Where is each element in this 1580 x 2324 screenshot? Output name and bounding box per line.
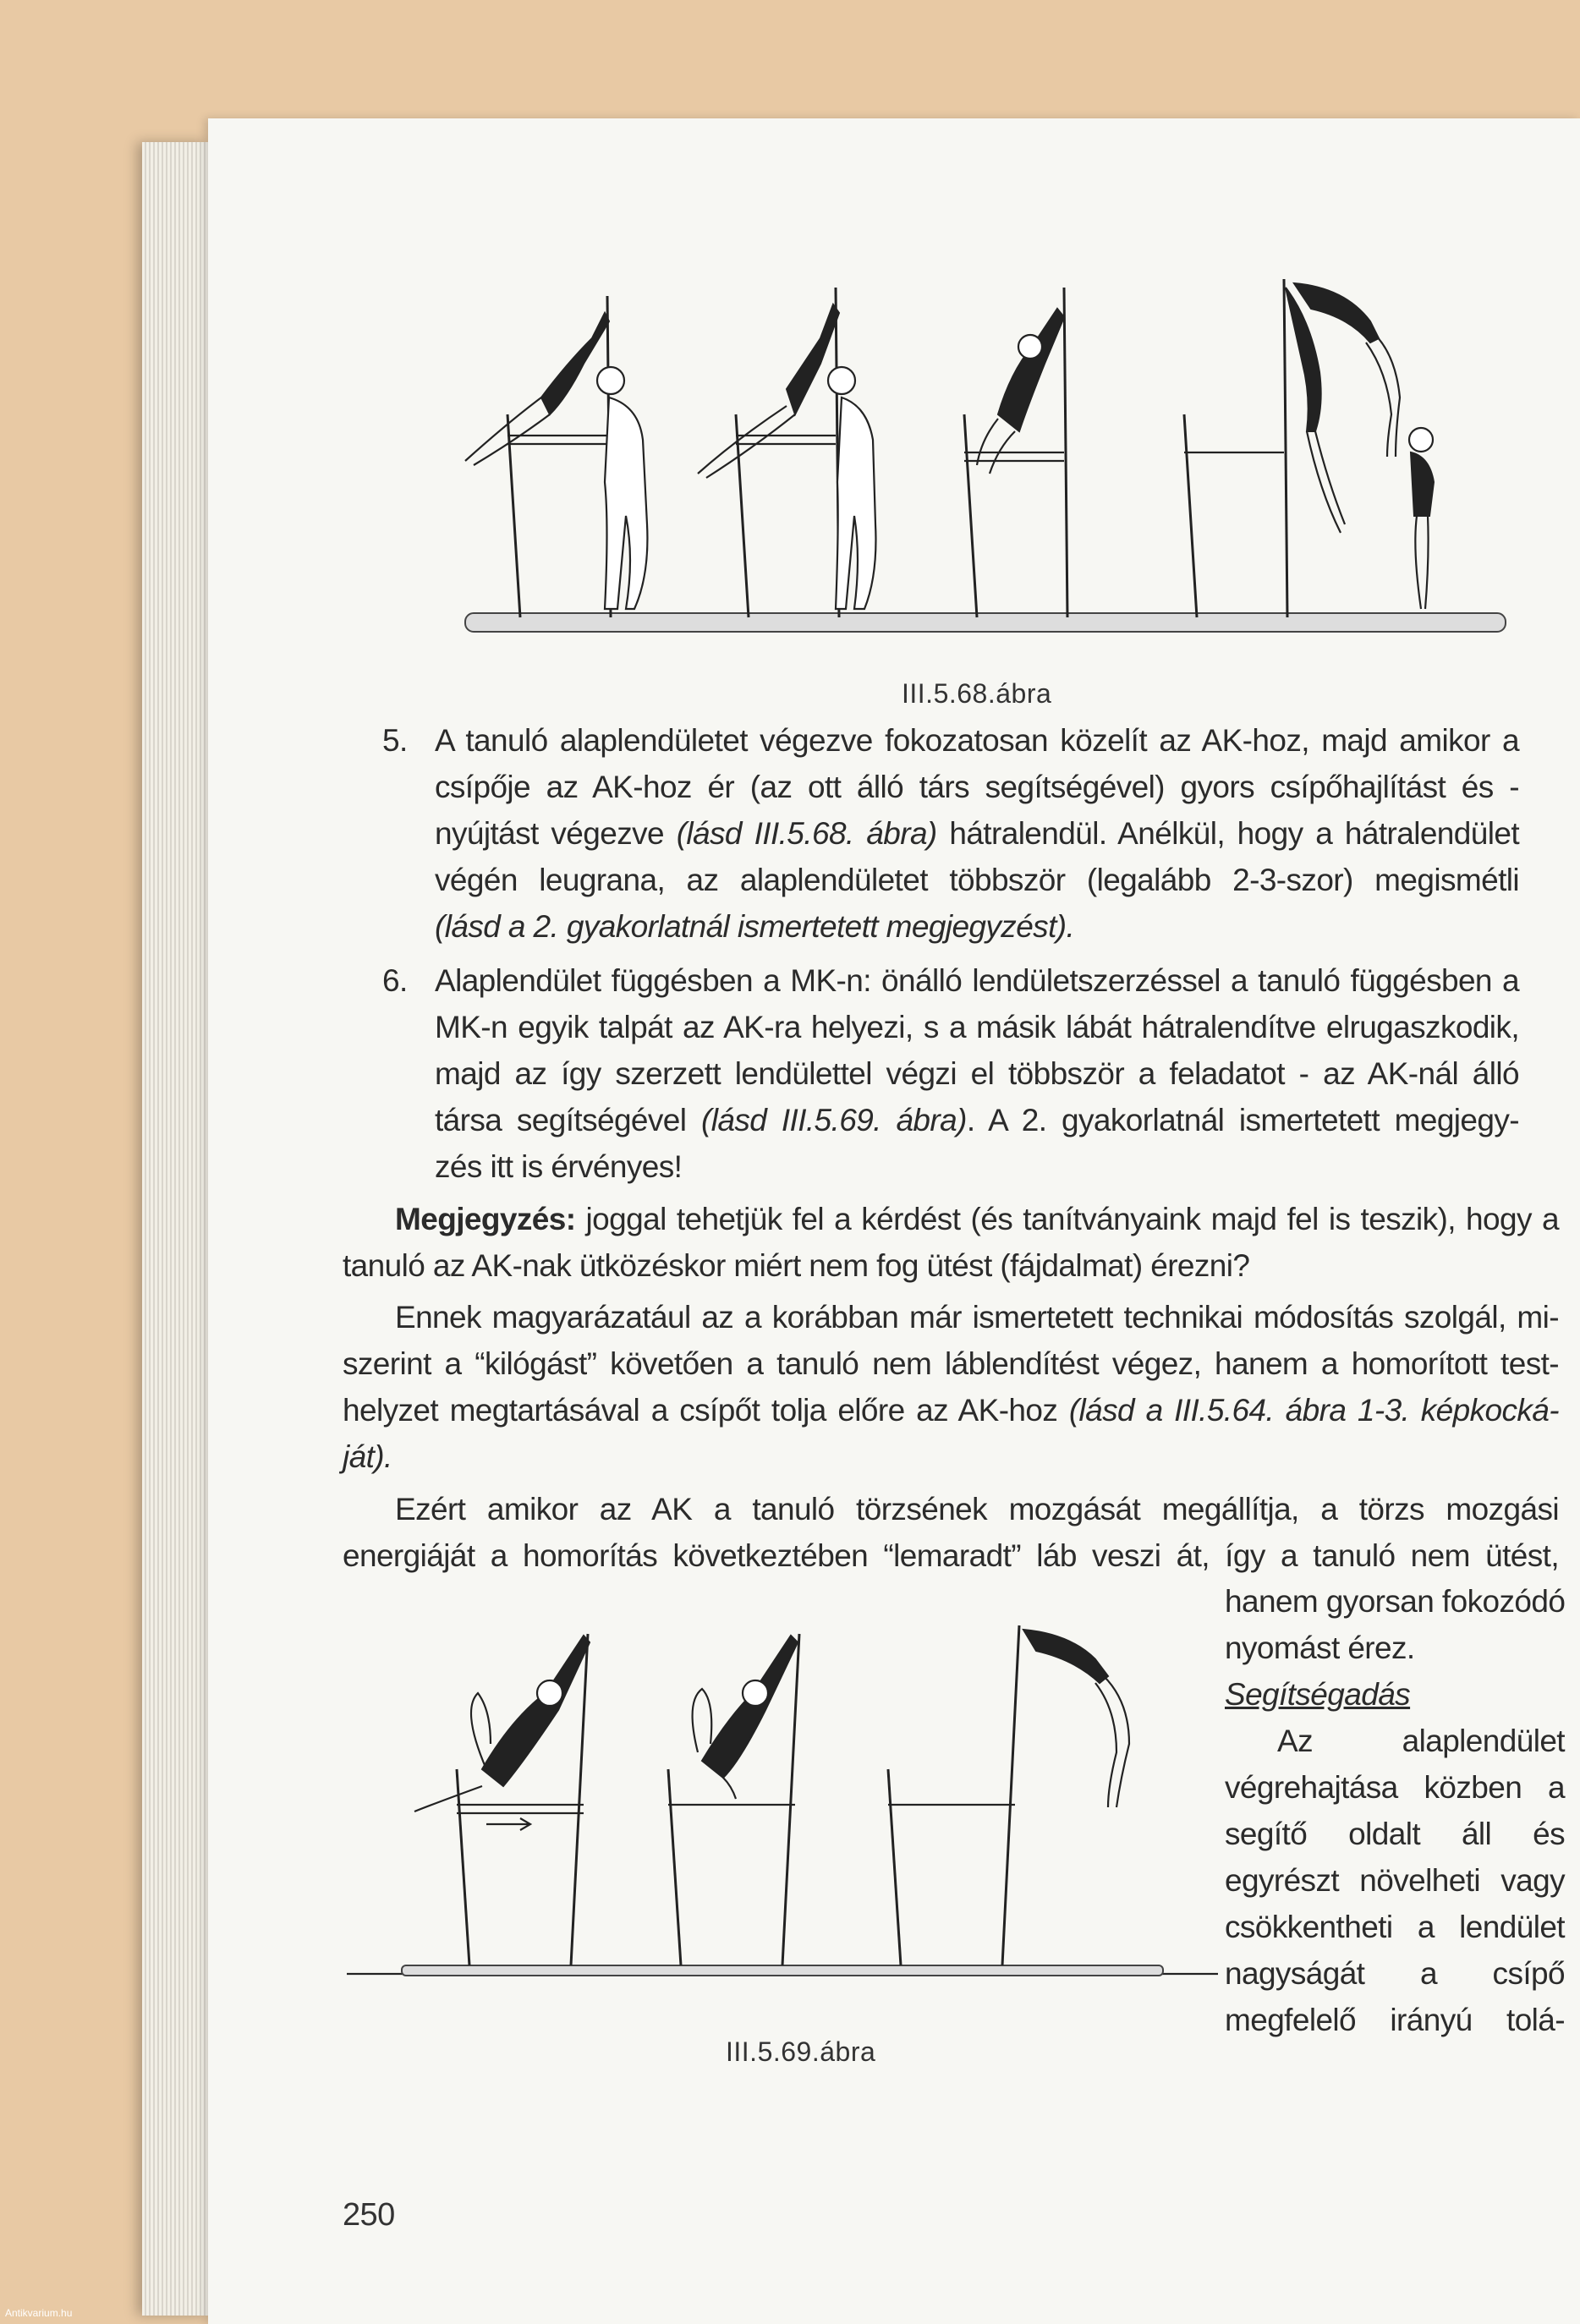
- side-line-7: csökkentheti a lendület: [1225, 1910, 1565, 1944]
- page-edge-stack: [142, 142, 210, 2316]
- para2-line-1: Ezért amikor az AK a tanuló törzsének mozgását megállítja, a törzs mozgási: [395, 1492, 1559, 1526]
- item5-line-3-a: nyújtást végezve: [435, 816, 677, 851]
- para1-figure-ref: (lásd a III.5.64. ábra 1-3. képkocká-: [1068, 1393, 1560, 1428]
- figure-iii-5-69: [343, 1617, 1222, 1989]
- item5-line-3: [435, 810, 1519, 857]
- side-line-3: Az alaplendület: [1277, 1724, 1565, 1758]
- note-label: Megjegyzés:: [395, 1202, 576, 1236]
- side-line-8: nagyságát a csípő: [1225, 1956, 1565, 1991]
- para1-line-2: szerint a “kilógást” követően a tanuló nem láblendítést végez, hanem a homorított test-: [343, 1346, 1559, 1381]
- item5-line-1: A tanuló alaplendületet végezve fokozatosan közelít az AK-hoz, majd amikor a: [435, 723, 1519, 758]
- item6-line-2: MK-n egyik talpát az AK-ra helyezi, s a másik lábát hátralendítve elrugaszkodik,: [435, 1010, 1519, 1044]
- item5-line-5: [435, 903, 1519, 950]
- item5-line-3-c: hátralendül. Anélkül, hogy a hátralendület: [936, 816, 1520, 851]
- list-number-6: 6.: [382, 963, 408, 998]
- figure-caption-iii-5-68: III.5.68.ábra: [902, 678, 1052, 709]
- side-line-9: megfelelő irányú tolá-: [1225, 2003, 1565, 2037]
- figure-iii-5-68: [457, 271, 1514, 643]
- item5-figure-ref: (lásd III.5.68. ábra): [676, 816, 937, 851]
- para1-line-3-a: helyzet megtartásával a csípőt tolja előre az AK-hoz: [343, 1393, 1069, 1428]
- watermark: Antikvarium.hu: [5, 2307, 73, 2319]
- side-line-1: hanem gyorsan fokozódó: [1225, 1584, 1566, 1619]
- explanation-paragraph: [343, 1294, 1559, 1480]
- para1-line-3: [343, 1387, 1559, 1433]
- side-line-6: egyrészt növelheti vagy: [1225, 1863, 1565, 1898]
- item6-line-4-a: társa segítségével: [435, 1103, 702, 1137]
- note-text-1: joggal tehetjük fel a kérdést (és tanítványaink majd fel is teszik), hogy a: [575, 1202, 1559, 1236]
- item5-note-ref: (lásd a 2. gyakorlatnál ismertetett megjegyzést).: [435, 909, 1075, 944]
- assistance-heading-text: Segítségadás: [1225, 1677, 1411, 1712]
- item6-line-5: zés itt is érvényes!: [435, 1149, 683, 1184]
- side-line-4: végrehajtása közben a: [1225, 1770, 1565, 1805]
- item6-line-3: majd az így szerzett lendülettel végzi el többször a feladatot - az AK-nál álló: [435, 1056, 1519, 1091]
- item5-line-2: csípője az AK-hoz ér (az ott álló társ segítségével) gyors csípőhajlítást és -: [435, 770, 1519, 804]
- note-paragraph: [343, 1196, 1559, 1289]
- assistance-heading: [1225, 1671, 1565, 1718]
- para1-line-1: Ennek magyarázatául az a korábban már ismertetett technikai módosítás szolgál, mi-: [395, 1300, 1559, 1335]
- note-line-1: [343, 1196, 1559, 1242]
- para1-line-4-text: ját).: [343, 1439, 392, 1474]
- figure-caption-iii-5-69: III.5.69.ábra: [726, 2036, 876, 2067]
- para1-line-4: [343, 1433, 1559, 1480]
- item6-line-1: Alaplendület függésben a MK-n: önálló lendületszerzéssel a tanuló függésben a: [435, 963, 1519, 998]
- side-line-5: segítő oldalt áll és: [1225, 1817, 1565, 1851]
- note-line-2: tanuló az AK-nak ütközéskor miért nem fog ütést (fájdalmat) érezni?: [343, 1248, 1250, 1283]
- para2-line-2: energiáját a homorítás következtében “lemaradt” láb veszi át, így a tanuló nem ütést,: [343, 1538, 1559, 1573]
- item6-figure-ref: (lásd III.5.69. ábra): [701, 1103, 967, 1137]
- side-line-2: nyomást érez.: [1225, 1631, 1415, 1665]
- page-number: 250: [343, 2197, 395, 2233]
- item5-line-4: végén leugrana, az alaplendületet többször (legalább 2-3-szor) megismétli: [435, 863, 1519, 897]
- list-number-5: 5.: [382, 723, 408, 758]
- side-column: [1225, 1578, 1565, 2043]
- energy-paragraph: [343, 1486, 1559, 1579]
- item6-line-4-c: . A 2. gyakorlatnál ismertetett megjegy-: [966, 1103, 1520, 1137]
- item6-line-4: [435, 1097, 1519, 1143]
